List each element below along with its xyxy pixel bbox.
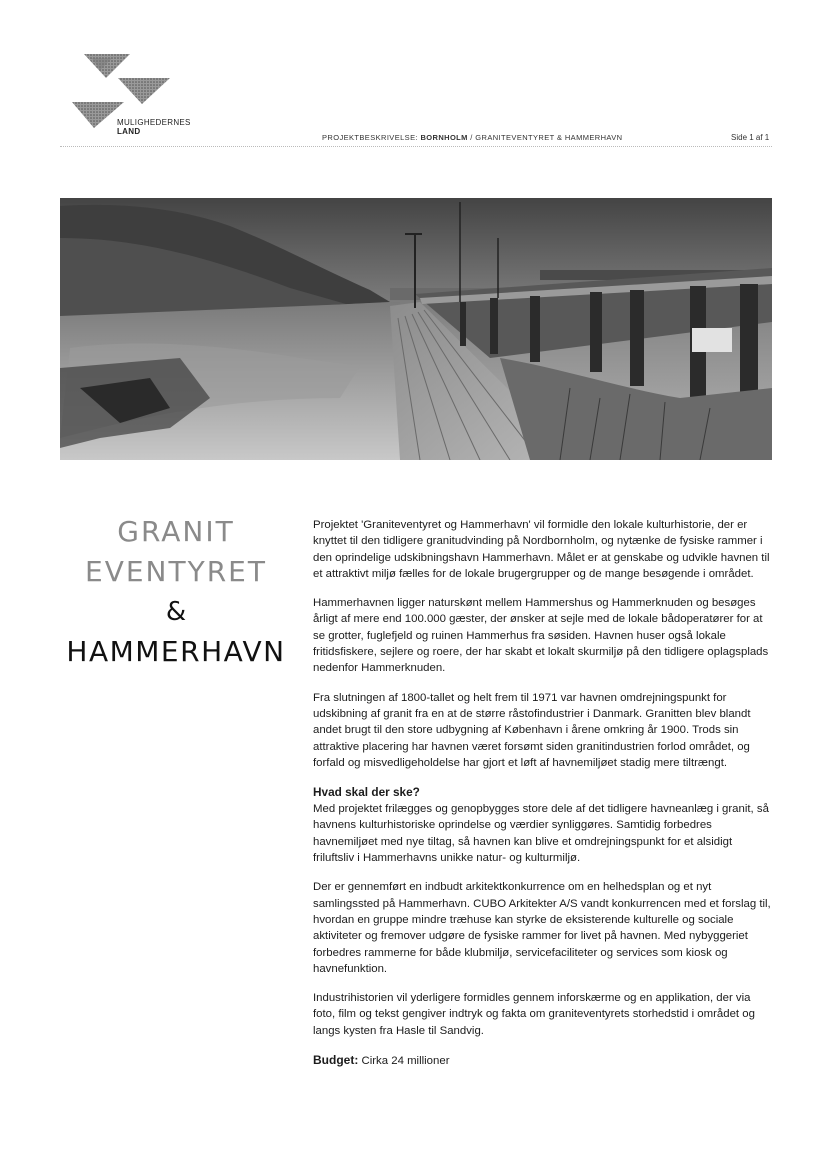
hero-line-eventyret: EVENTYRET [85, 555, 267, 588]
budget-label: Budget: [313, 1053, 359, 1068]
paragraph-industry: Industrihistorien vil yderligere formidles gennem inforskærme og en applikation, der via foto, film og tekst gengiver indtryk og fakta om graniteventyrets storhedstid i området og langs kysten fra Hasle til Sandvig. [313, 992, 755, 1037]
paragraph-competition: Der er gennemført en indbudt arkitektkonkurrence om en helhedsplan og et nyt samlingssted på Hammerhavn. CUBO Arkitekter A/S vandt konkurrencen med et forslag til, hvordan en gruppe mindre træhuse kan styrke de eksisterende kulturelle og sociale aktiviteter og fremover udgøre de fysiske rammer for livet på havnen. Med nybyggeriet forbedres rammerne for både klubmiljø, servicefaciliteter og services som kiosk og havnefunktion. [313, 881, 771, 975]
section-heading: Hvad skal der ske? [313, 785, 420, 800]
harbour-photo [60, 198, 772, 460]
paragraph-plan: Med projektet frilægges og genopbygges store dele af det tidligere havneanlæg i granit, så havnens kulturhistoriske oprindelse og værdier synliggøres. Samtidig forbedres havnemiljøet med nye tiltag, så havnen kan blive et omdrejningspunkt for et alsidigt friluftsliv i Hammerhavns unikke natur- og kulturmiljø. [313, 803, 769, 865]
hero-line-hammerhavn: HAMMERHAVN [66, 635, 286, 668]
header-region: BORNHOLM [420, 133, 468, 142]
hero-ampersand: & [165, 597, 187, 627]
paragraph-history: Fra slutningen af 1800-tallet og helt frem til 1971 var havnen omdrejningspunkt for udskibning af granit fra en at de større råstofindustrier i Danmark. Granitten blev blandt andet brugt til den store udbygning af København i årene omkring år 1900. Trods sin attraktive placering har havnen været forsømt siden granitindustrien forlod området, og forfald og misvedligeholdelse har gjort et løft af havnemiljøet stadig mere tiltrængt. [313, 691, 751, 769]
page-number: Side 1 af 1 [731, 133, 770, 142]
paragraph-location: Hammerhavnen ligger naturskønt mellem Hammershus og Hammerknuden og besøges årligt af mere end 100.000 gæster, der ønsker at sejle med de lokale bådoperatører for at se grotter, fuglefjeld og ruinen Hammerhus fra søsiden. Havnen huser også lokale fritidsfiskere, sejlere og roere, der har skabt et lokalt skurmiljø på den tidligere oplagsplads nedenfor Hammerknuden. [313, 597, 769, 675]
budget-value: Cirka 24 millioner [358, 1055, 450, 1068]
header-suffix: / GRANITEVENTYRET & HAMMERHAVN [467, 133, 623, 142]
budget-line [313, 1052, 775, 1069]
document-header-title [322, 133, 622, 142]
project-description [313, 517, 775, 1069]
hero-line-granit: GRANIT [117, 515, 235, 548]
logo-text [117, 118, 191, 136]
logo-line-1: MULIGHEDERNES [117, 118, 191, 127]
header-divider [60, 146, 772, 147]
header-prefix: PROJEKTBESKRIVELSE: [322, 133, 421, 142]
hero-title [60, 512, 292, 672]
logo-line-2: LAND [117, 127, 141, 136]
paragraph-intro: Projektet 'Graniteventyret og Hammerhavn' vil formidle den lokale kulturhistorie, der er knyttet til den tidligere granitudvinding på Nordbornholm, og nytænke de fysiske rammer i den oprindelige udskibningshavn Hammerhavn. Målet er at genskabe og udvikle havnen til et attraktivt miljø fælles for de lokale brugergrupper og de mange besøgende i området. [313, 519, 770, 580]
